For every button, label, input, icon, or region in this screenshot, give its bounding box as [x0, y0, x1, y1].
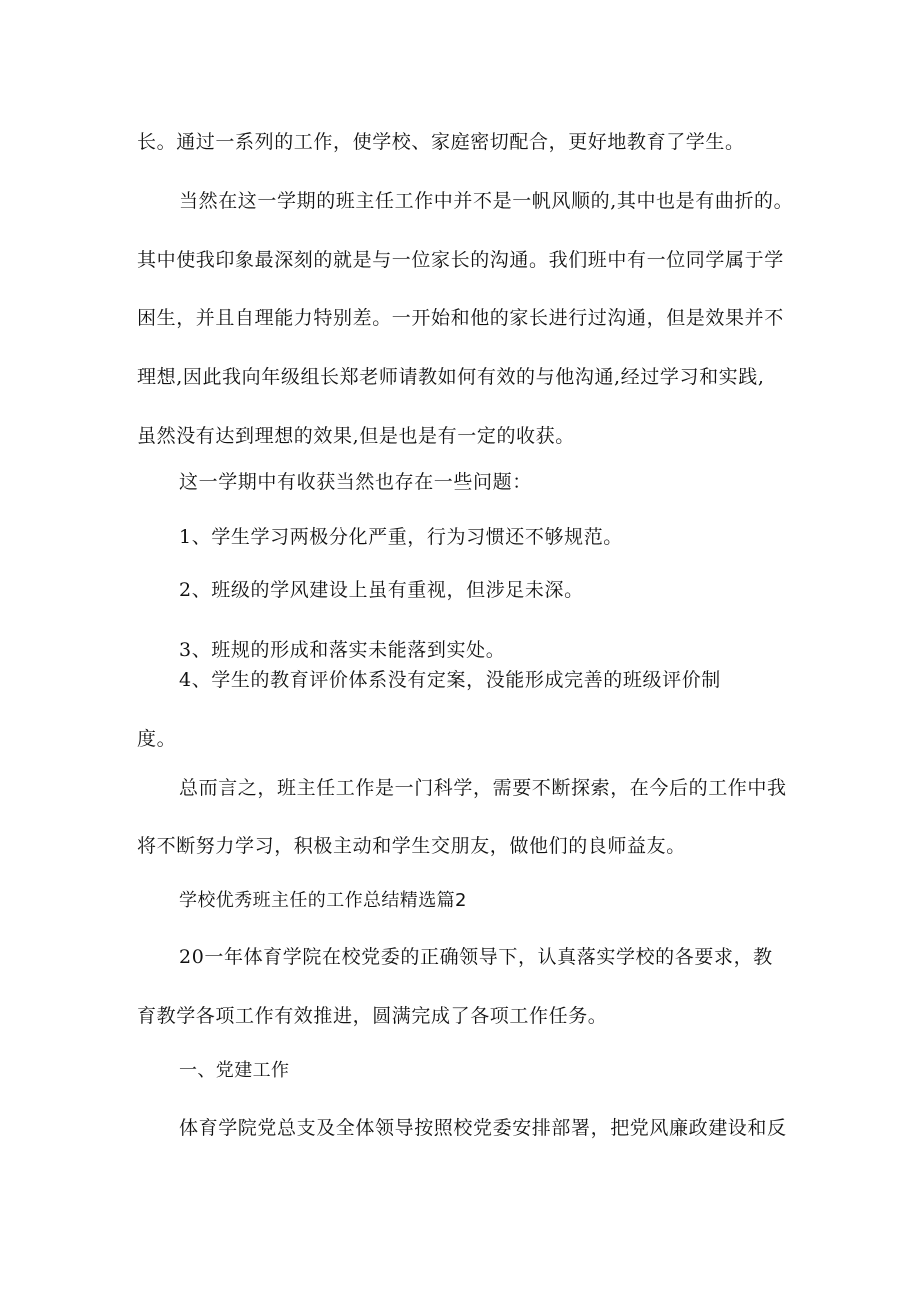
paragraph-line: 困生，并且自理能力特别差。一开始和他的家长进行过沟通，但是效果并不	[137, 307, 784, 329]
section-title: 学校优秀班主任的工作总结精选篇2	[179, 890, 467, 911]
subsection-title: 一、党建工作	[179, 1060, 290, 1081]
paragraph-line: 20一年体育学院在校党委的正确领导下，认真落实学校的各要求，教	[179, 946, 773, 968]
list-item-1: 1、学生学习两极分化严重，行为习惯还不够规范。	[179, 526, 623, 548]
list-item-2: 2、班级的学风建设上虽有重视，但涉足未深。	[179, 579, 584, 601]
paragraph-line: 育教学各项工作有效推进，圆满完成了各项工作任务。	[137, 1005, 608, 1027]
paragraph-line: 这一学期中有收获当然也存在一些问题：	[179, 471, 532, 493]
paragraph-line: 体育学院党总支及全体领导按照校党委安排部署，把党风廉政建设和反	[179, 1117, 787, 1139]
paragraph-line: 其中使我印象最深刻的就是与一位家长的沟通。我们班中有一位同学属于学	[137, 249, 784, 271]
paragraph-line: 虽然没有达到理想的效果,但是也是有一定的收获。	[137, 425, 575, 447]
paragraph-line: 总而言之，班主任工作是一门科学，需要不断探索，在今后的工作中我	[179, 777, 787, 799]
paragraph-line: 度。	[137, 728, 177, 750]
paragraph-line: 理想,因此我向年级组长郑老师请教如何有效的与他沟通,经过学习和实践,	[137, 366, 765, 388]
paragraph-line: 当然在这一学期的班主任工作中并不是一帆风顺的,其中也是有曲折的。	[179, 190, 794, 212]
paragraph-line: 将不断努力学习，积极主动和学生交朋友，做他们的良师益友。	[137, 835, 686, 857]
list-item-3: 3、班规的形成和落实未能落到实处。	[179, 639, 506, 661]
paragraph-line: 长。通过一系列的工作，使学校、家庭密切配合，更好地教育了学生。	[137, 131, 745, 153]
list-item-4: 4、学生的教育评价体系没有定案，没能形成完善的班级评价制	[179, 669, 721, 691]
